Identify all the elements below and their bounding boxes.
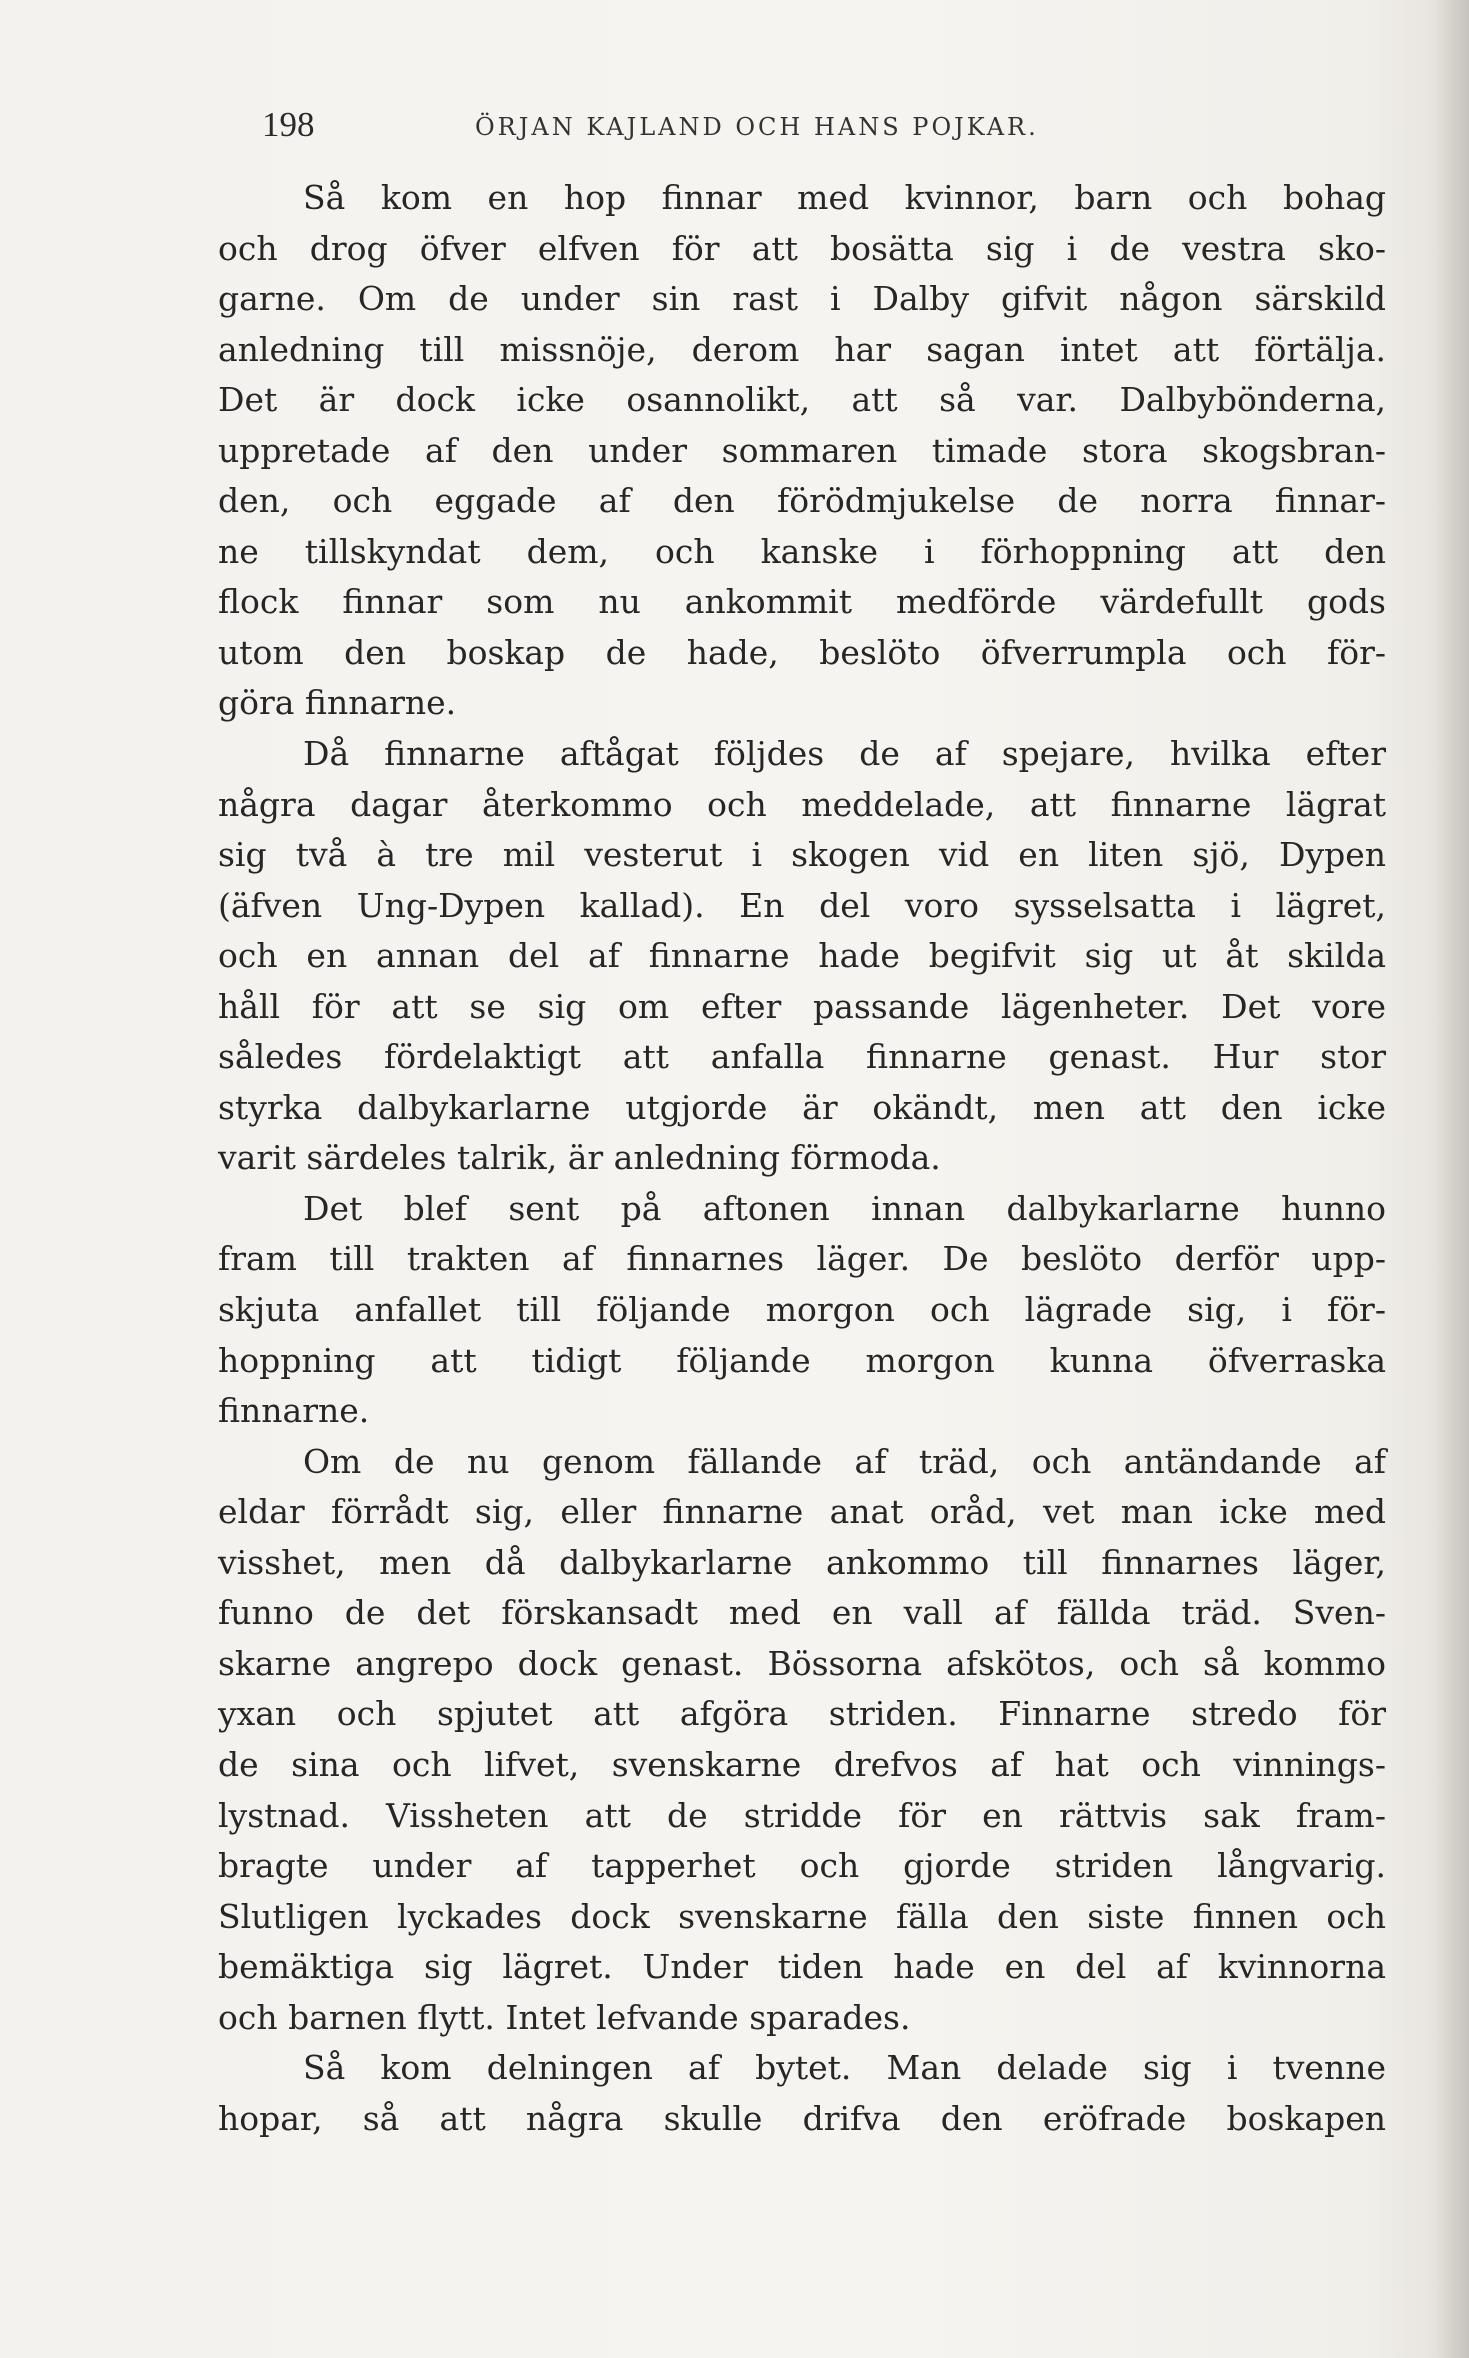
text-line: Så kom en hop finnar med kvinnor, barn och bohag <box>303 178 1386 217</box>
text-line: håll för att se sig om efter passande lägenheter. Det vore <box>218 986 1386 1026</box>
text-line: garne. Om de under sin rast i Dalby gifvit någon särskild <box>218 279 1386 319</box>
text-line: yxan och spjutet att afgöra striden. Finnarne stredo för <box>218 1694 1386 1734</box>
text-line: den, och eggade af den förödmjukelse de norra finnar- <box>218 481 1386 521</box>
text-line: hoppning att tidigt följande morgon kunna öfverraska <box>218 1340 1386 1380</box>
text-line: ne tillskyndat dem, och kanske i förhoppning att den <box>218 531 1386 571</box>
text-line: de sina och lifvet, svenskarne drefvos af hat och vinnings- <box>218 1744 1386 1784</box>
text-line: fram till trakten af finnarnes läger. De beslöto derför upp- <box>218 1239 1386 1279</box>
page-edge-shadow <box>1435 0 1469 2358</box>
text-line: (äfven Ung-Dypen kallad). En del voro sysselsatta i lägret, <box>218 885 1386 925</box>
text-line: göra finnarne. <box>218 683 457 723</box>
text-line: utom den boskap de hade, beslöto öfverrumpla och för- <box>218 632 1386 672</box>
text-line: Så kom delningen af bytet. Man delade sig i tvenne <box>303 2048 1386 2088</box>
text-line: skjuta anfallet till följande morgon och lägrade sig, i för- <box>218 1290 1386 1330</box>
text-line: styrka dalbykarlarne utgjorde är okändt, men att den icke <box>218 1087 1386 1127</box>
text-line: och barnen flytt. Intet lefvande sparades. <box>218 1997 911 2037</box>
text-line: och en annan del af finnarne hade begifvit sig ut åt skilda <box>218 936 1386 976</box>
text-line: uppretade af den under sommaren timade stora skogsbran- <box>218 430 1386 470</box>
text-line: således fördelaktigt att anfalla finnarne genast. Hur stor <box>218 1037 1386 1077</box>
text-line: funno de det förskansadt med en vall af fällda träd. Sven- <box>218 1593 1386 1633</box>
text-line: varit särdeles talrik, är anledning förmoda. <box>218 1138 941 1178</box>
text-line: Det är dock icke osannolikt, att så var. Dalbybönderna, <box>218 380 1386 420</box>
text-line: Då finnarne aftågat följdes de af spejare, hvilka efter <box>303 734 1386 774</box>
text-line: anledning till missnöje, derom har sagan intet att förtälja. <box>218 329 1386 369</box>
text-line: Slutligen lyckades dock svenskarne fälla den siste finnen och <box>218 1896 1386 1936</box>
text-line: Om de nu genom fällande af träd, och antändande af <box>303 1441 1386 1481</box>
text-line: lystnad. Vissheten att de stridde för en rättvis sak fram- <box>218 1795 1386 1835</box>
text-line: och drog öfver elfven för att bosätta sig i de vestra sko- <box>218 228 1386 268</box>
body-text <box>218 173 1386 2144</box>
text-line: eldar förrådt sig, eller finnarne anat oråd, vet man icke med <box>218 1492 1386 1532</box>
text-line: bemäktiga sig lägret. Under tiden hade en del af kvinnorna <box>218 1947 1386 1987</box>
page-header <box>262 103 1162 147</box>
page-number: 198 <box>262 105 315 144</box>
running-title: ÖRJAN KAJLAND OCH HANS POJKAR. <box>475 113 1039 141</box>
text-line: några dagar återkommo och meddelade, att finnarne lägrat <box>218 784 1386 824</box>
text-line: flock finnar som nu ankommit medförde värdefullt gods <box>218 582 1386 622</box>
text-line: Det blef sent på aftonen innan dalbykarlarne hunno <box>303 1188 1386 1228</box>
text-line: hopar, så att några skulle drifva den eröfrade boskapen <box>218 2098 1386 2138</box>
text-line: finnarne. <box>218 1391 370 1431</box>
text-line: bragte under af tapperhet och gjorde striden långvarig. <box>218 1846 1386 1886</box>
text-line: skarne angrepo dock genast. Bössorna afskötos, och så kommo <box>218 1643 1386 1683</box>
text-line: sig två à tre mil vesterut i skogen vid en liten sjö, Dypen <box>218 835 1386 875</box>
text-line: visshet, men då dalbykarlarne ankommo till finnarnes läger, <box>218 1542 1386 1582</box>
